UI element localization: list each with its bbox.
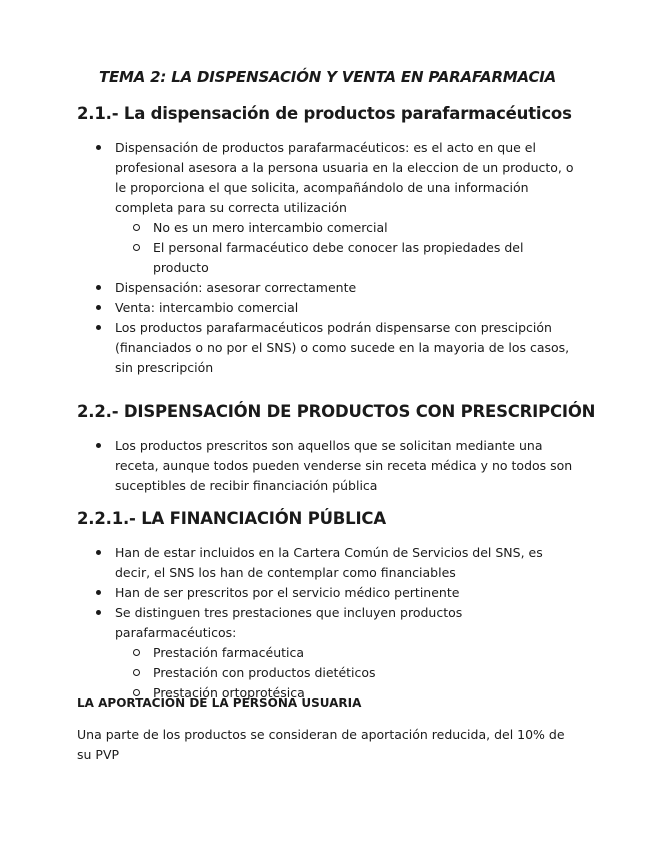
- list-item: Los productos parafarmacéuticos podrán dispensarse con prescipción (financiados o no por el SNS) o como sucede en la mayoria de los casos, sin prescripción: [77, 318, 577, 378]
- list-item: Dispensación: asesorar correctamente: [77, 278, 577, 298]
- section-2-1-heading: 2.1.- La dispensación de productos parafarmacéuticos: [77, 104, 572, 123]
- section-2-2-list: [77, 436, 577, 496]
- list-item-text: Se distinguen tres prestaciones que incluyen productos parafarmacéuticos:: [115, 605, 463, 640]
- aportacion-paragraph: Una parte de los productos se consideran de aportación reducida, del 10% de su PVP: [77, 727, 565, 762]
- list-item: [77, 603, 577, 703]
- sub-list-item: No es un mero intercambio comercial: [115, 218, 577, 238]
- list-item-text: Dispensación de productos parafarmacéuticos: es el acto en que el profesional asesora a la persona usuaria en la eleccion de un producto, o le proporciona el que solicita, acompañándolo de una información completa para su correcta utilización: [115, 140, 574, 215]
- section-2-2-1-heading: 2.2.1.- LA FINANCIACIÓN PÚBLICA: [77, 509, 386, 528]
- list-item: Han de estar incluidos en la Cartera Común de Servicios del SNS, es decir, el SNS los han de contemplar como financiables: [77, 543, 577, 583]
- list-item: Han de ser prescritos por el servicio médico pertinente: [77, 583, 577, 603]
- sub-list: [115, 643, 577, 703]
- section-2-2-heading: 2.2.- DISPENSACIÓN DE PRODUCTOS CON PRESCRIPCIÓN: [77, 402, 596, 421]
- aportacion-heading: LA APORTACIÓN DE LA PERSONA USUARIA: [77, 696, 362, 710]
- sub-list-item: Prestación con productos dietéticos: [115, 663, 577, 683]
- document-title: TEMA 2: LA DISPENSACIÓN Y VENTA EN PARAFARMACIA: [98, 68, 557, 86]
- sub-list: [115, 218, 577, 278]
- sub-list-item: Prestación ortoprotésica: [115, 683, 577, 703]
- section-2-2-1-list: [77, 543, 577, 703]
- list-item: Los productos prescritos son aquellos que se solicitan mediante una receta, aunque todos pueden venderse sin receta médica y no todos son suceptibles de recibir financiación pública: [77, 436, 577, 496]
- sub-list-item: Prestación farmacéutica: [115, 643, 577, 663]
- section-2-1-list: [77, 138, 577, 378]
- sub-list-item: El personal farmacéutico debe conocer las propiedades del producto: [115, 238, 577, 278]
- list-item: Venta: intercambio comercial: [77, 298, 577, 318]
- list-item: [77, 138, 577, 278]
